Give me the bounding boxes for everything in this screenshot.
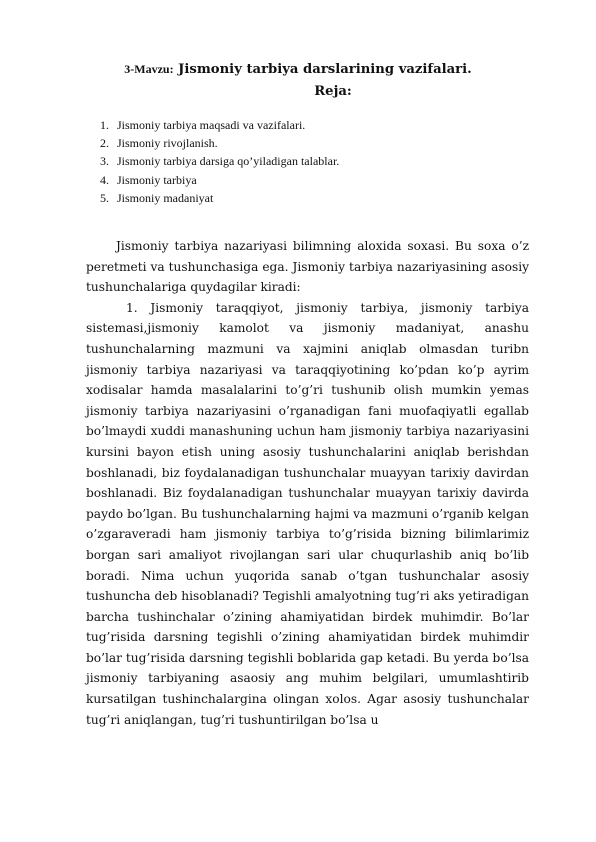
plan-item-text: Jismoniy tarbiya darsiga qo’yiladigan talablar. [117, 154, 340, 169]
plan-list [100, 116, 339, 207]
plan-item-text: Jismoniy tarbiya maqsadi va vazifalari. [117, 118, 306, 132]
plan-item [100, 134, 339, 152]
plan-item-number: 1. [100, 118, 109, 132]
plan-item-number: 3. [100, 154, 109, 169]
plan-item [100, 171, 339, 189]
plan-item-number: 2. [100, 136, 109, 151]
plan-item-text: Jismoniy tarbiya [117, 172, 197, 187]
topic-heading [0, 62, 596, 77]
plan-item [100, 189, 339, 207]
topic-title: Jismoniy tarbiya darslarining vazifalari. [178, 62, 472, 77]
plan-item-number: 5. [100, 190, 109, 205]
body-text [86, 236, 529, 730]
plan-item [100, 152, 339, 170]
plan-item-text: Jismoniy rivojlanish. [117, 136, 218, 151]
plan-item [100, 116, 339, 134]
main-paragraph: 1. Jismoniy taraqqiyot, jismoniy tarbiya, jismoniy tarbiya sistemasi,jismoniy kamolot va jismoniy madaniyat, anashu tushunchalarning mazmuni va xajmini aniqlab olmasdan turibn jismoniy tarbiya nazariyasi va taraqqiyotining ko’pdan ko’p ayrim xodisalar hamda masalalarini to’g’ri tushunib olish mumkin yemas jismoniy tarbiya nazariyasini o’rganadigan fani muofaqiyatli egallab bo’lmaydi xuddi manashuning uchun ham jismoniy tarbiya nazariyasini kursini bayon etish uning asosiy tushunchalarini aniqlab berishdan boshlanadi, biz foydalanadigan tushunchalar muayyan tarixiy davirdan boshlanadi. Biz foydalanadigan tushunchalar muayyan tarixiy davirda paydo bo’lgan. Bu tushunchalarning hajmi va mazmuni o’rganib kelgan o’zgaraveradi ham jismoniy tarbiya to’g’risida bizning bilimlarimiz borgan sari amaliyot rivojlangan sari ular chuqurlashib aniq bo’lib boradi. Nima uchun yuqorida sanab o’tgan tushunchalar asosiy tushuncha deb hisoblanadi? Tegishli amalyotning tug’ri aks yetiradigan barcha tushinchalar o’zining ahamiyatidan birdek muhimdir. Bo’lar tug’risida darsning tegishli o’zining ahamiyatidan birdek muhimdir bo’lar tug’risida darsning tegishli boblarida gap ketadi. Bu yerda bo’lsa jismoniy tarbiyaning asaosiy ang muhim belgilari, umumlashtirib kursatilgan tushinchalargina olingan xolos. Agar asosiy tushunchalar tug’ri aniqlangan, tug’ri tushuntirilgan bo’lsa u [86, 300, 529, 727]
plan-title: Reja: [314, 84, 352, 99]
topic-number: 3-Mavzu: [124, 62, 174, 76]
plan-item-text: Jismoniy madaniyat [117, 190, 214, 205]
intro-paragraph: Jismoniy tarbiya nazariyasi bilimning aloxida soxasi. Bu soxa o’z peretmeti va tushunchasiga ega. Jismoniy tarbiya nazariyasining asosiy tushunchalariga quydagilar kiradi: [86, 239, 529, 295]
plan-item-number: 4. [100, 172, 109, 187]
